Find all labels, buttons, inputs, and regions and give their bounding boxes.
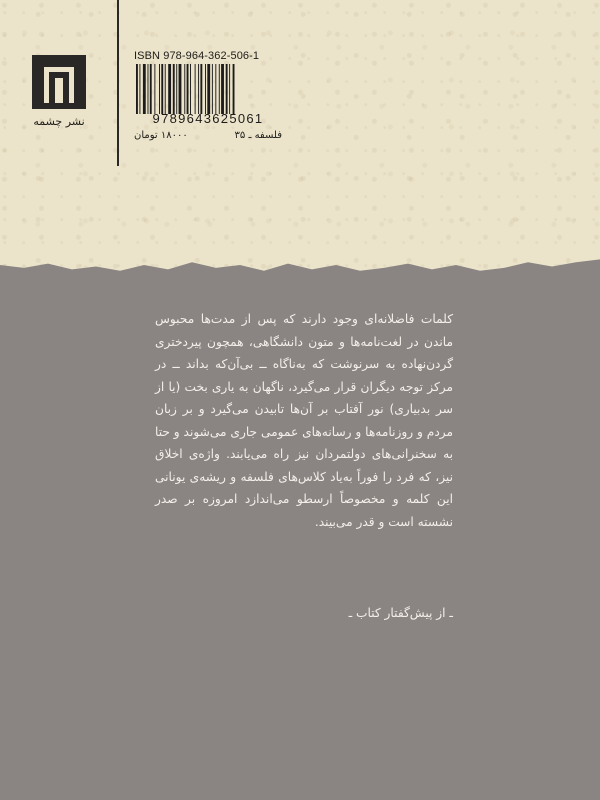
- price-series-row: [134, 130, 282, 141]
- isbn-label: ISBN 978-964-362-506-1: [134, 50, 260, 62]
- publisher-name: نشر چشمه: [33, 115, 85, 128]
- back-cover-blurb: [155, 308, 453, 533]
- cover-paper-area: [0, 0, 600, 285]
- barcode-number: 9789643625061: [152, 111, 264, 126]
- series-label: فلسفه ـ ۳۵: [234, 130, 282, 141]
- blurb-paragraph: کلمات فاضلانه‌ای وجود دارند که پس از مدت‌ها محبوس ماندن در لغت‌نامه‌ها و متون دانشگاهی، همچون پیردختری گردن‌نهاده به سرنوشت که به‌ناگاه ــ بی‌آن‌که بداند ــ در مرکز توجه دیگران قرار می‌گیرد، ناگهان به یاری بخت (یا از سر بدبیاری) نور آفتاب بر آن‌ها تابیدن می‌گیرد و بر زبان مردم و روزنامه‌ها و رسانه‌های عمومی جاری می‌شوند و حتا به سخنرانی‌های دولتمردان نیز راه می‌یابند. واژه‌ی اخلاق نیز، که فرد را فوراً به‌یاد کلاس‌های فلسفه و ریشه‌ی یونانی این کلمه و مخصوصاً ارسطو می‌اندازد امروزه بر صدر نشسته است و قدر می‌بیند.: [154, 312, 453, 529]
- barcode-icon: [134, 64, 282, 114]
- publisher-logo: [24, 55, 94, 135]
- price-label: ۱۸۰۰۰ تومان: [134, 130, 188, 141]
- vertical-divider-line: [117, 0, 119, 166]
- blurb-attribution: ـ از پیش‌گفتار کتاب ـ: [348, 606, 453, 620]
- publisher-logo-icon: [32, 55, 86, 109]
